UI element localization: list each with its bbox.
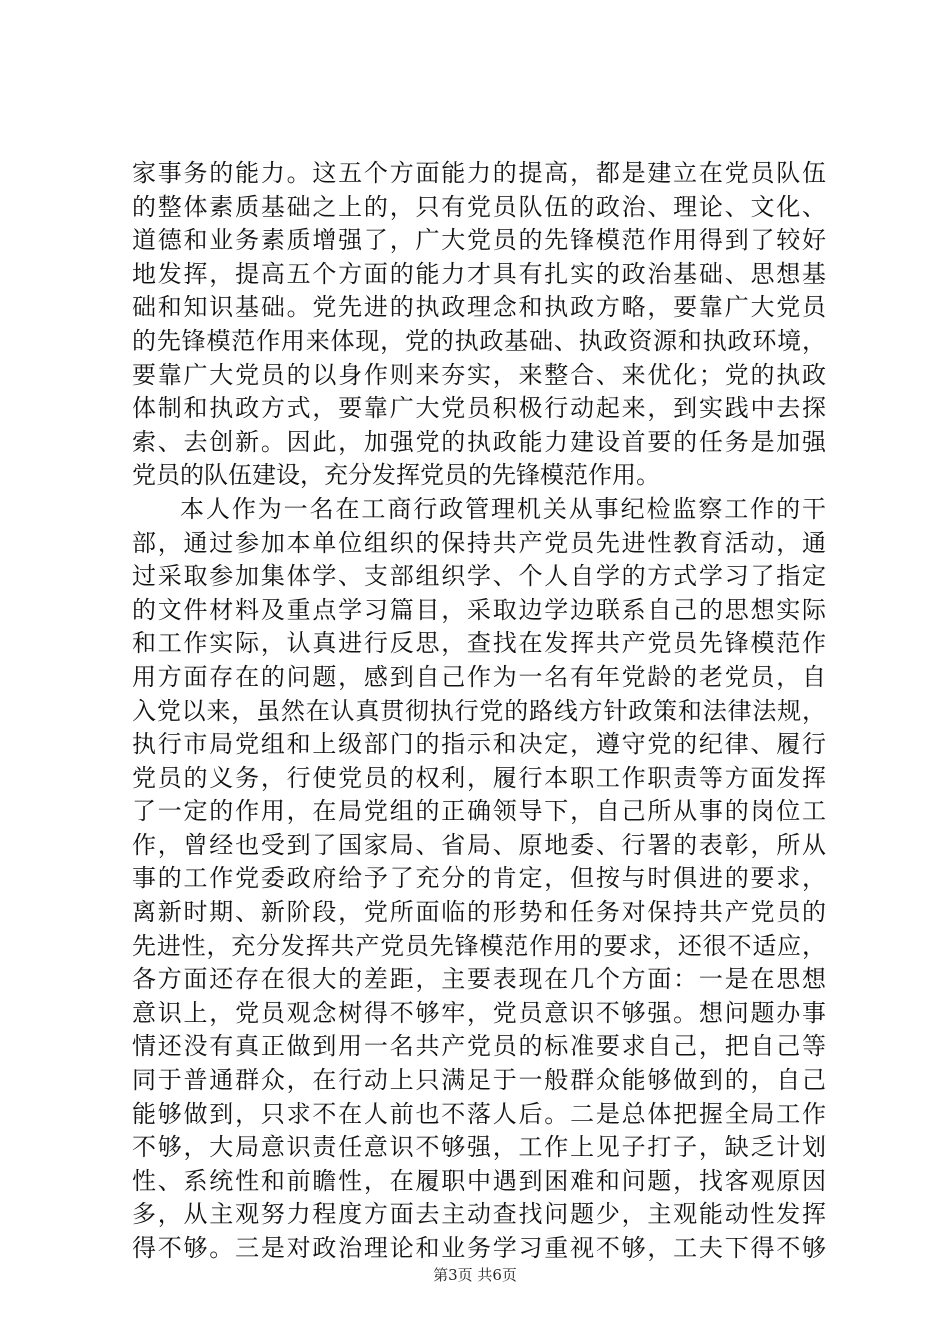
text-line: 性、系统性和前瞻性，在履职中遇到困难和问题，找客观原因 <box>132 1166 826 1195</box>
text-line: 入党以来，虽然在认真贯彻执行党的路线方针政策和法律法规， <box>132 696 826 725</box>
text-line: 家事务的能力。这五个方面能力的提高，都是建立在党员队伍 <box>132 159 826 187</box>
text-line: 党员的队伍建设，充分发挥党员的先锋模范作用。 <box>132 461 660 490</box>
text-line: 党员的义务，行使党员的权利，履行本职工作职责等方面发挥 <box>132 763 826 792</box>
text-line: 的整体素质基础之上的，只有党员队伍的政治、理论、文化、 <box>132 192 826 221</box>
text-line: 各方面还存在很大的差距，主要表现在几个方面：一是在思想 <box>132 965 826 994</box>
text-line: 地发挥，提高五个方面的能力才具有扎实的政治基础、思想基 <box>132 259 826 288</box>
text-line: 索、去创新。因此，加强党的执政能力建设首要的任务是加强 <box>132 427 826 456</box>
text-line: 情还没有真正做到用一名共产党员的标准要求自己，把自己等 <box>132 1032 826 1061</box>
text-line: 得不够。三是对政治理论和业务学习重视不够，工夫下得不够 <box>132 1234 826 1262</box>
text-line: 部，通过参加本单位组织的保持共产党员先进性教育活动，通 <box>132 528 826 557</box>
text-line: 同于普通群众，在行动上只满足于一般群众能够做到的，自己 <box>132 1066 826 1095</box>
text-line: 的文件材料及重点学习篇目，采取边学边联系自己的思想实际 <box>132 595 826 624</box>
document-body <box>132 157 826 1266</box>
text-line: 多，从主观努力程度方面去主动查找问题少，主观能动性发挥 <box>132 1200 826 1229</box>
text-line: 用方面存在的问题，感到自己作为一名有年党龄的老党员，自 <box>132 662 826 691</box>
text-line: 过采取参加集体学、支部组织学、个人自学的方式学习了指定 <box>132 562 826 591</box>
text-line: 事的工作党委政府给予了充分的肯定，但按与时俱进的要求， <box>132 864 826 893</box>
paragraph <box>132 157 826 493</box>
text-line: 意识上，党员观念树得不够牢，党员意识不够强。想问题办事 <box>132 998 826 1027</box>
text-line: 能够做到，只求不在人前也不落人后。二是总体把握全局工作 <box>132 1099 826 1128</box>
text-line: 作，曾经也受到了国家局、省局、原地委、行署的表彰，所从 <box>132 830 826 859</box>
text-line: 离新时期、新阶段，党所面临的形势和任务对保持共产党员的 <box>132 898 826 927</box>
text-line: 体制和执政方式，要靠广大党员积极行动起来，到实践中去探 <box>132 394 826 423</box>
text-line: 要靠广大党员的以身作则来夯实，来整合、来优化；党的执政 <box>132 360 826 389</box>
text-line: 本人作为一名在工商行政管理机关从事纪检监察工作的干 <box>180 494 826 523</box>
text-line: 执行市局党组和上级部门的指示和决定，遵守党的纪律、履行 <box>132 730 826 759</box>
text-line: 础和知识基础。党先进的执政理念和执政方略，要靠广大党员 <box>132 293 826 322</box>
page-footer: 第3页 共6页 <box>433 1266 517 1284</box>
text-line: 先进性，充分发挥共产党员先锋模范作用的要求，还很不适应， <box>132 931 826 960</box>
text-line: 的先锋模范作用来体现，党的执政基础、执政资源和执政环境， <box>132 326 826 355</box>
text-line: 和工作实际，认真进行反思，查找在发挥共产党员先锋模范作 <box>132 629 826 658</box>
text-line: 不够，大局意识责任意识不够强，工作上见子打子，缺乏计划 <box>132 1133 826 1162</box>
paragraph <box>132 493 826 1266</box>
text-line: 了一定的作用，在局党组的正确领导下，自己所从事的岗位工 <box>132 797 826 826</box>
text-line: 道德和业务素质增强了，广大党员的先锋模范作用得到了较好 <box>132 226 826 255</box>
